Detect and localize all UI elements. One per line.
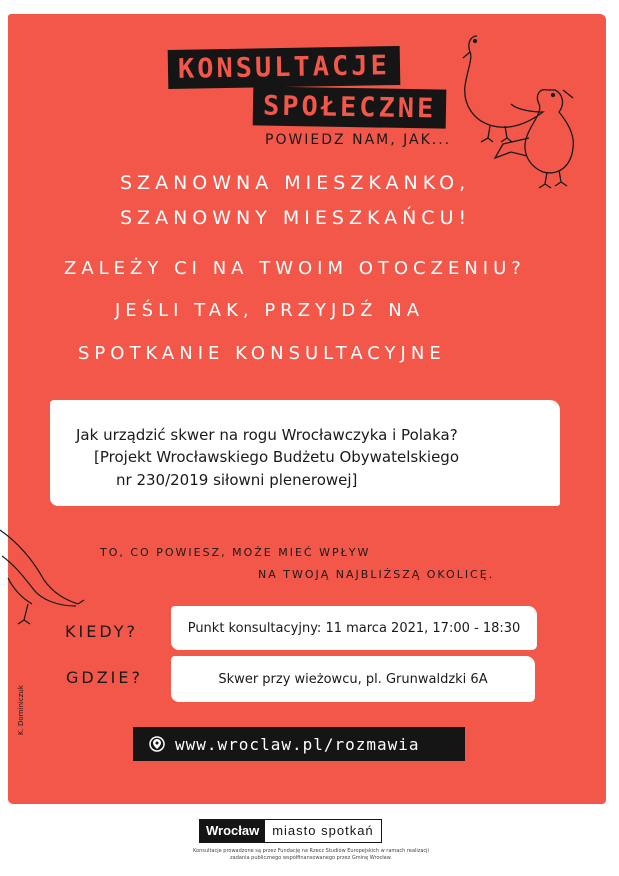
when-label: KIEDY?: [65, 622, 139, 641]
topic-line-2: [Projekt Wrocławskiego Budżetu Obywatelskiego: [94, 448, 460, 466]
where-label: GDZIE?: [66, 668, 143, 687]
invite-line-1: ZALEŻY CI NA TWOIM OTOCZENIU?: [64, 258, 526, 279]
footer-disclaimer: Konsultacje prowadzone są przez Fundację na Rzecz Studiów Europejskich w ramach realizacji zadania publicznego współfinansowanego przez Gminę Wrocław.: [193, 848, 429, 861]
tagline: POWIEDZ NAM, JAK...: [265, 132, 452, 148]
invite-line-3: SPOTKANIE KONSULTACYJNE: [78, 343, 446, 364]
where-value: Skwer przy wieżowcu, pl. Grunwaldzki 6A: [218, 671, 488, 687]
greeting-line-1: SZANOWNA MIESZKANKO,: [120, 172, 471, 194]
topic-line-3: nr 230/2019 siłowni plenerowej]: [116, 471, 358, 489]
website-link[interactable]: [133, 727, 465, 761]
when-value: Punkt konsultacyjny: 11 marca 2021, 17:00 - 18:30: [187, 620, 521, 636]
logo-line-1: KONSULTACJE: [168, 46, 400, 89]
greeting-line-2: SZANOWNY MIESZKAŃCU!: [120, 207, 472, 229]
impact-note-line-2: NA TWOJĄ NAJBLIŻSZĄ OKOLICĘ.: [258, 568, 495, 581]
topic-line-1: Jak urządzić skwer na rogu Wrocławczyka i Polaka?: [76, 426, 458, 444]
consultation-topic-box: [50, 400, 560, 506]
location-pin-icon: [149, 736, 165, 752]
brand-tagline: miasto spotkań: [265, 820, 380, 842]
wroclaw-logo: [199, 819, 382, 843]
where-value-box: [171, 656, 535, 702]
website-url: www.wroclaw.pl/rozmawia: [175, 734, 420, 754]
artist-signature: K. Dominiczuk: [17, 685, 25, 735]
impact-note-line-1: TO, CO POWIESZ, MOŻE MIEĆ WPŁYW: [100, 546, 371, 559]
brand-name: Wrocław: [200, 820, 265, 842]
pigeon-icon: [455, 26, 585, 196]
when-value-box: [171, 606, 537, 650]
invite-line-2: JEŚLI TAK, PRZYJDŹ NA: [115, 300, 425, 321]
pigeon-left-icon: [0, 520, 85, 630]
logo-line-2: SPOŁECZNE: [253, 86, 447, 128]
